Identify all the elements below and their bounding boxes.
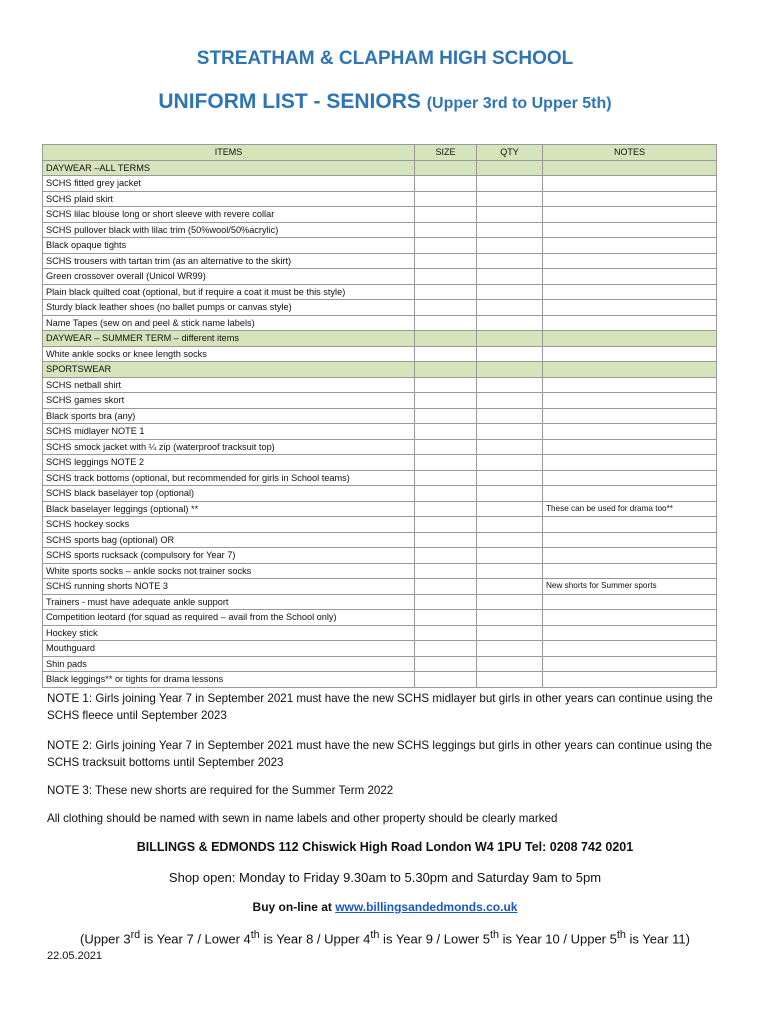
notes-cell — [543, 641, 717, 657]
size-cell — [415, 393, 477, 409]
size-cell — [415, 331, 477, 347]
size-cell — [415, 222, 477, 238]
qty-cell — [477, 517, 543, 533]
notes-cell — [543, 377, 717, 393]
size-cell — [415, 563, 477, 579]
qty-cell — [477, 176, 543, 192]
item-cell: Mouthguard — [43, 641, 415, 657]
qty-cell — [477, 238, 543, 254]
page-title — [0, 90, 770, 114]
table-row — [43, 579, 717, 595]
item-cell: DAYWEAR –ALL TERMS — [43, 160, 415, 176]
uniform-table — [42, 144, 717, 688]
table-row — [43, 594, 717, 610]
qty-cell — [477, 315, 543, 331]
notes-cell — [543, 625, 717, 641]
item-cell: SCHS lilac blouse long or short sleeve with revere collar — [43, 207, 415, 223]
item-cell: SCHS running shorts NOTE 3 — [43, 579, 415, 595]
qty-cell — [477, 532, 543, 548]
qty-cell — [477, 253, 543, 269]
notes-cell — [543, 362, 717, 378]
size-cell — [415, 377, 477, 393]
item-cell: SCHS sports bag (optional) OR — [43, 532, 415, 548]
qty-cell — [477, 486, 543, 502]
table-header-row — [43, 145, 717, 161]
table-row — [43, 408, 717, 424]
item-cell: SCHS hockey socks — [43, 517, 415, 533]
item-cell: Sturdy black leather shoes (no ballet pumps or canvas style) — [43, 300, 415, 316]
shop-hours: Shop open: Monday to Friday 9.30am to 5.30pm and Saturday 9am to 5pm — [168, 870, 602, 885]
section-row — [43, 331, 717, 347]
notes-cell — [543, 238, 717, 254]
year-key-part: is Year 9 / Lower 5 — [379, 931, 491, 947]
table-row — [43, 424, 717, 440]
size-cell — [415, 501, 477, 517]
notes-cell — [543, 470, 717, 486]
document-date: 22.05.2021 — [47, 950, 103, 962]
qty-cell — [477, 269, 543, 285]
notes-cell — [543, 408, 717, 424]
table-row — [43, 346, 717, 362]
qty-cell — [477, 362, 543, 378]
table-row — [43, 439, 717, 455]
buy-online-label: Buy on-line at — [252, 900, 336, 914]
notes-cell — [543, 610, 717, 626]
qty-cell — [477, 191, 543, 207]
notes-cell — [543, 424, 717, 440]
notes-cell — [543, 439, 717, 455]
item-cell: Plain black quilted coat (optional, but if require a coat it must be this style) — [43, 284, 415, 300]
year-key-suffix: th — [490, 929, 500, 941]
qty-cell — [477, 579, 543, 595]
year-key-part: (Upper 3 — [80, 931, 131, 947]
notes-cell — [543, 672, 717, 688]
table-row — [43, 641, 717, 657]
notes-cell: These can be used for drama too** — [543, 501, 717, 517]
notes-cell — [543, 331, 717, 347]
item-cell: SCHS smock jacket with ¼ zip (waterproof tracksuit top) — [43, 439, 415, 455]
qty-cell — [477, 300, 543, 316]
qty-cell — [477, 222, 543, 238]
size-cell — [415, 300, 477, 316]
note-3: NOTE 3: These new shorts are required for the Summer Term 2022 — [47, 784, 394, 797]
notes-cell — [543, 455, 717, 471]
size-cell — [415, 362, 477, 378]
size-cell — [415, 176, 477, 192]
item-cell: DAYWEAR – SUMMER TERM – different items — [43, 331, 415, 347]
table-row — [43, 455, 717, 471]
year-key-suffix: th — [250, 929, 260, 941]
size-cell — [415, 424, 477, 440]
size-cell — [415, 284, 477, 300]
table-row — [43, 315, 717, 331]
title-main: UNIFORM LIST - SENIORS — [158, 90, 421, 113]
col-notes: NOTES — [543, 145, 717, 161]
item-cell: SCHS fitted grey jacket — [43, 176, 415, 192]
notes-cell — [543, 656, 717, 672]
table-row — [43, 656, 717, 672]
table-row — [43, 176, 717, 192]
notes-cell — [543, 207, 717, 223]
year-key-part: is Year 7 / Lower 4 — [140, 931, 251, 947]
table-row — [43, 517, 717, 533]
item-cell: Trainers - must have adequate ankle support — [43, 594, 415, 610]
item-cell: SCHS midlayer NOTE 1 — [43, 424, 415, 440]
notes-cell — [543, 346, 717, 362]
school-name: STREATHAM & CLAPHAM HIGH SCHOOL — [196, 48, 574, 69]
table-body — [43, 160, 717, 687]
qty-cell — [477, 470, 543, 486]
notes-cell — [543, 315, 717, 331]
qty-cell — [477, 672, 543, 688]
section-row — [43, 362, 717, 378]
table-row — [43, 563, 717, 579]
size-cell — [415, 594, 477, 610]
size-cell — [415, 207, 477, 223]
qty-cell — [477, 393, 543, 409]
notes-cell — [543, 176, 717, 192]
size-cell — [415, 160, 477, 176]
qty-cell — [477, 501, 543, 517]
size-cell — [415, 641, 477, 657]
qty-cell — [477, 563, 543, 579]
item-cell: SCHS black baselayer top (optional) — [43, 486, 415, 502]
notes-cell — [543, 191, 717, 207]
item-cell: Black baselayer leggings (optional) ** — [43, 501, 415, 517]
qty-cell — [477, 625, 543, 641]
notes-cell — [543, 532, 717, 548]
item-cell: Competition leotard (for squad as required – avail from the School only) — [43, 610, 415, 626]
table-row — [43, 486, 717, 502]
notes-cell — [543, 517, 717, 533]
item-cell: Shin pads — [43, 656, 415, 672]
size-cell — [415, 548, 477, 564]
qty-cell — [477, 548, 543, 564]
size-cell — [415, 517, 477, 533]
qty-cell — [477, 455, 543, 471]
size-cell — [415, 269, 477, 285]
size-cell — [415, 439, 477, 455]
item-cell: White ankle socks or knee length socks — [43, 346, 415, 362]
supplier-website-link[interactable]: www.billingsandedmonds.co.uk — [335, 900, 518, 914]
table-row — [43, 610, 717, 626]
notes-cell — [543, 269, 717, 285]
table-row — [43, 532, 717, 548]
notes-cell — [543, 160, 717, 176]
table-row — [43, 393, 717, 409]
item-cell: Black leggings** or tights for drama lessons — [43, 672, 415, 688]
size-cell — [415, 672, 477, 688]
col-items: ITEMS — [43, 145, 415, 161]
item-cell: SPORTSWEAR — [43, 362, 415, 378]
item-cell: Black opaque tights — [43, 238, 415, 254]
table-row — [43, 377, 717, 393]
year-key-part: is Year 11) — [625, 931, 690, 947]
item-cell: SCHS leggings NOTE 2 — [43, 455, 415, 471]
col-qty: QTY — [477, 145, 543, 161]
qty-cell — [477, 331, 543, 347]
notes-cell — [543, 284, 717, 300]
table-row — [43, 501, 717, 517]
item-cell: SCHS netball shirt — [43, 377, 415, 393]
size-cell — [415, 346, 477, 362]
table-row — [43, 222, 717, 238]
notes-cell — [543, 393, 717, 409]
qty-cell — [477, 377, 543, 393]
notes-cell — [543, 222, 717, 238]
table-row — [43, 470, 717, 486]
year-key-suffix: rd — [130, 929, 141, 941]
table-row — [43, 300, 717, 316]
item-cell: Name Tapes (sew on and peel & stick name labels) — [43, 315, 415, 331]
qty-cell — [477, 346, 543, 362]
item-cell: SCHS sports rucksack (compulsory for Year 7) — [43, 548, 415, 564]
size-cell — [415, 470, 477, 486]
item-cell: SCHS trousers with tartan trim (as an alternative to the skirt) — [43, 253, 415, 269]
year-key-suffix: th — [370, 929, 380, 941]
notes-cell — [543, 253, 717, 269]
buy-online — [0, 900, 770, 914]
table-row — [43, 191, 717, 207]
table-row — [43, 253, 717, 269]
size-cell — [415, 315, 477, 331]
year-key — [0, 929, 770, 946]
item-cell: Black sports bra (any) — [43, 408, 415, 424]
qty-cell — [477, 656, 543, 672]
size-cell — [415, 625, 477, 641]
qty-cell — [477, 594, 543, 610]
size-cell — [415, 610, 477, 626]
year-key-part: is Year 8 / Upper 4 — [259, 931, 371, 947]
size-cell — [415, 238, 477, 254]
table-row — [43, 672, 717, 688]
qty-cell — [477, 207, 543, 223]
year-key-suffix: th — [616, 929, 626, 941]
naming-note: All clothing should be named with sewn in name labels and other property should be clearly marked — [47, 812, 558, 825]
item-cell: SCHS plaid skirt — [43, 191, 415, 207]
qty-cell — [477, 160, 543, 176]
title-subtitle: (Upper 3rd to Upper 5th) — [426, 95, 612, 112]
item-cell: SCHS pullover black with lilac trim (50%wool/50%acrylic) — [43, 222, 415, 238]
size-cell — [415, 191, 477, 207]
qty-cell — [477, 610, 543, 626]
size-cell — [415, 253, 477, 269]
col-size: SIZE — [415, 145, 477, 161]
item-cell: SCHS track bottoms (optional, but recommended for girls in School teams) — [43, 470, 415, 486]
item-cell: White sports socks – ankle socks not trainer socks — [43, 563, 415, 579]
note-2: NOTE 2: Girls joining Year 7 in September 2021 must have the new SCHS leggings but girls in other years can continue using the SCHS tracksuit bottoms until September 2023 — [47, 739, 713, 769]
table-row — [43, 207, 717, 223]
qty-cell — [477, 439, 543, 455]
size-cell — [415, 656, 477, 672]
notes-cell — [543, 594, 717, 610]
notes-cell — [543, 563, 717, 579]
notes-cell — [543, 300, 717, 316]
item-cell: Green crossover overall (Unicol WR99) — [43, 269, 415, 285]
table-row — [43, 284, 717, 300]
item-cell: SCHS games skort — [43, 393, 415, 409]
table-row — [43, 269, 717, 285]
item-cell: Hockey stick — [43, 625, 415, 641]
notes-cell: New shorts for Summer sports — [543, 579, 717, 595]
size-cell — [415, 408, 477, 424]
size-cell — [415, 486, 477, 502]
qty-cell — [477, 408, 543, 424]
size-cell — [415, 532, 477, 548]
notes-cell — [543, 548, 717, 564]
size-cell — [415, 455, 477, 471]
qty-cell — [477, 641, 543, 657]
supplier-info: BILLINGS & EDMONDS 112 Chiswick High Road London W4 1PU Tel: 0208 742 0201 — [136, 840, 634, 854]
size-cell — [415, 579, 477, 595]
note-1: NOTE 1: Girls joining Year 7 in September 2021 must have the new SCHS midlayer but girls in other years can continue using the SCHS fleece until September 2023 — [47, 692, 713, 722]
table-row — [43, 238, 717, 254]
year-key-part: is Year 10 / Upper 5 — [499, 931, 617, 947]
qty-cell — [477, 424, 543, 440]
table-row — [43, 548, 717, 564]
notes-cell — [543, 486, 717, 502]
table-row — [43, 625, 717, 641]
qty-cell — [477, 284, 543, 300]
section-row — [43, 160, 717, 176]
